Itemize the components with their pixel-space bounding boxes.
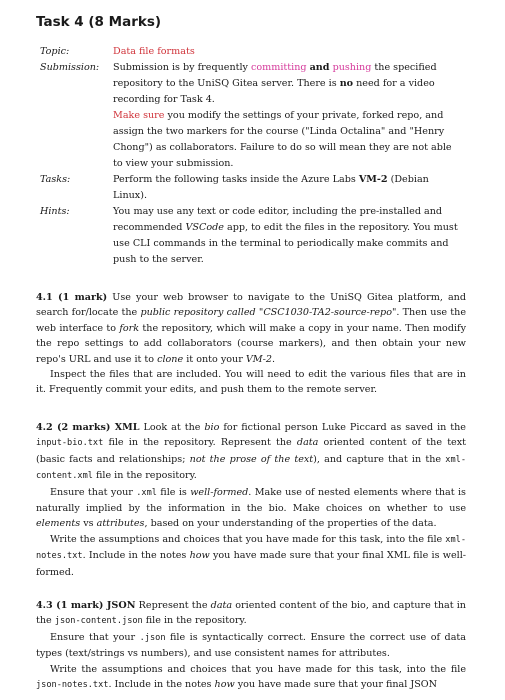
section-4-2-heading: 4.2 (2 marks) XML (36, 422, 140, 433)
section-text: . Include in the notes (108, 679, 215, 691)
submission-label: Submission: (40, 62, 100, 73)
submission-row (40, 60, 460, 172)
attributes-italic: attributes (96, 518, 145, 530)
vscode-italic: VSCode (185, 222, 224, 233)
section-text: ), and capture that in the (313, 453, 446, 465)
section-text: Look at the (139, 422, 205, 433)
submission-text (113, 60, 460, 172)
section-text: file in the repository. (142, 615, 247, 627)
section-text: Represent the (135, 600, 211, 611)
task-title: Task 4 (8 Marks) (36, 14, 162, 30)
json-notes-filename: json-notes.txt (36, 680, 109, 691)
section-4-3 (36, 598, 466, 693)
how-italic: how (214, 679, 235, 691)
section-4-3-para-3 (36, 662, 466, 694)
section-4-2-para-3 (36, 532, 466, 580)
clone-italic: clone (157, 353, 184, 365)
make-sure-note (113, 108, 460, 172)
section-text: . Then use the web interface to (36, 307, 467, 334)
committing-highlight: committing (251, 62, 307, 73)
section-text: the repository, which will make a copy in your name. Then modify the repo settings to add collaborators (course markers), and then obtain your new repo's URL and use it to (36, 322, 466, 365)
pushing-highlight: pushing (332, 62, 372, 73)
vm2-italic: VM-2 (245, 353, 272, 365)
section-text: , based on your understanding of the properties of the data. (144, 518, 437, 530)
section-text: file in the repository. (92, 470, 197, 482)
json-extension: .json (139, 632, 166, 643)
hints-text (113, 204, 460, 268)
bio-italic: bio (204, 422, 220, 433)
data-italic: data (296, 437, 319, 449)
tasks-text-part: Perform the following tasks inside the Azure Labs (113, 174, 359, 185)
section-text: file is (156, 486, 191, 498)
topic-row (40, 44, 460, 60)
hints-text-part: app, to edit the files in the repository. You must use CLI commands in the terminal to periodically make commits and push to the server. (113, 222, 458, 265)
section-4-2-para-2 (36, 485, 466, 532)
section-text: file is syntactically correct. Ensure the correct use of data types (text/strings vs numbers), and use consistent names for attributes. (36, 631, 466, 660)
well-formed-italic: well-formed (190, 486, 249, 498)
public-repo-italic: public repository called "CSC1030-TA2-source-repo" (140, 307, 397, 319)
vm-bold: VM-2 (358, 174, 388, 185)
section-text: for fictional person Luke Piccard as saved in the (219, 422, 466, 433)
tasks-text (113, 172, 460, 204)
fork-italic: fork (119, 322, 140, 334)
xml-content-filename: xml-content.xml (36, 454, 466, 482)
section-4-1-para-2: Inspect the files that are included. You will need to edit the various files that are in it. Frequently commit your edits, and push them to the remote server. (36, 369, 466, 396)
hints-text-part: You may use any text or code editor, including the pre-installed and recommended (113, 206, 443, 233)
section-text: . Include in the notes (82, 550, 190, 562)
section-text: Write the assumptions and choices that you have made for this task, into the file (50, 663, 466, 675)
xml-notes-filename: xml-notes.txt (36, 534, 466, 562)
section-text: Ensure that your (50, 486, 137, 498)
section-text: vs (80, 518, 97, 530)
section-text: you have made sure that your final JSON (234, 679, 438, 691)
topic-label: Topic: (40, 46, 70, 57)
section-text: it onto your (183, 353, 246, 365)
xml-extension: .xml (136, 487, 157, 498)
section-4-1-heading: 4.1 (1 mark) (36, 292, 108, 303)
section-text: oriented content of the text (basic facts and relationships; (36, 437, 466, 465)
section-text: Write the assumptions and choices that you have made for this task, into the file (50, 533, 446, 545)
section-4-3-para (36, 598, 466, 630)
submission-text-part: need for a video recording for Task 4. (113, 78, 435, 105)
section-text: Ensure that your (50, 631, 140, 643)
section-text: file in the repository. Represent the (103, 437, 297, 449)
submission-text-part: Submission is by frequently (113, 62, 252, 73)
section-4-3-para-2 (36, 630, 466, 662)
section-text: you have made sure that your final XML file is well-formed. (36, 550, 467, 578)
json-content-filename: json-content.json (54, 616, 143, 627)
and-bold: and (309, 62, 330, 73)
section-4-3-heading: 4.3 (1 mark) JSON (36, 600, 136, 611)
make-sure-highlight: Make sure (113, 110, 165, 121)
hints-row (40, 204, 460, 268)
make-sure-text: you modify the settings of your private, forked repo, and assign the two markers for the course ("Linda Octalina" and "Henry Chong") as collaborators. Failure to do so will mean they are not able to view your submission. (113, 110, 452, 169)
tasks-row (40, 172, 460, 204)
section-4-1-para (36, 290, 466, 367)
tasks-text-part: (Debian Linux). (113, 174, 429, 201)
section-4-2 (36, 420, 466, 580)
hints-label: Hints: (40, 206, 70, 217)
how-italic: how (189, 550, 210, 562)
section-4-1 (36, 290, 466, 398)
no-bold: no (339, 78, 354, 89)
submission-text-part: the specified repository to the UniSQ Gitea server. There is (113, 62, 437, 89)
section-text: oriented content of the bio, and capture that in the (36, 600, 466, 627)
data-italic: data (210, 600, 233, 611)
section-text: Use your web browser to navigate to the UniSQ Gitea platform, and search for/locate the (36, 292, 466, 319)
task-meta (40, 44, 460, 268)
section-4-2-para (36, 420, 466, 485)
input-bio-filename: input-bio.txt (36, 438, 104, 449)
section-text: . Make use of nested elements where that is naturally implied by the information in the bio. Make choices on whether to use (36, 486, 466, 515)
not-prose-italic: not the prose of the text (189, 453, 314, 465)
tasks-label: Tasks: (40, 174, 71, 185)
section-text: . (271, 353, 276, 365)
elements-italic: elements (36, 518, 81, 530)
topic-value: Data file formats (113, 46, 195, 57)
